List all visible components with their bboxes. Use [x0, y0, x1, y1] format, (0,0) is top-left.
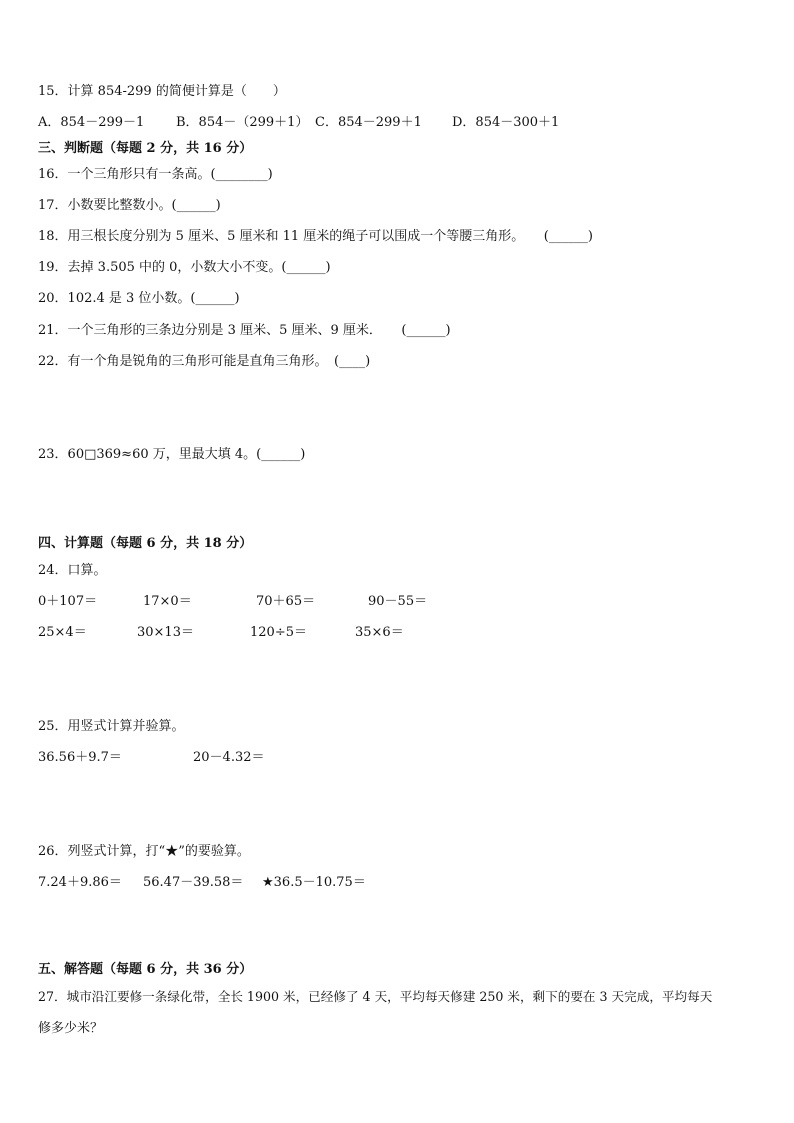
- q15-option-a: A．854－299－1: [38, 115, 145, 130]
- q24-item: 17×0＝: [143, 594, 192, 609]
- q26-item: 56.47－39.58＝: [143, 875, 244, 890]
- question-19: 19．去掉 3.505 中的 0，小数大小不变。(______): [38, 260, 331, 275]
- q25-stem: 25．用竖式计算并验算。: [38, 719, 185, 734]
- q24-item: 120÷5＝: [250, 625, 307, 640]
- question-22: 22．有一个角是锐角的三角形可能是直角三角形。 (____): [38, 354, 371, 369]
- q24-item: 25×4＝: [38, 625, 87, 640]
- question-20: 20．102.4 是 3 位小数。(______): [38, 291, 240, 306]
- q25-item: 36.56＋9.7＝: [38, 750, 122, 765]
- q24-item: 0＋107＝: [38, 594, 98, 609]
- question-21: 21．一个三角形的三条边分别是 3 厘米、5 厘米、9 厘米． (______): [38, 323, 451, 338]
- question-16: 16．一个三角形只有一条高。(________): [38, 167, 273, 182]
- q26-stem: 26．列竖式计算，打“★”的要验算。: [38, 844, 250, 859]
- q24-item: 35×6＝: [355, 625, 404, 640]
- q15-option-d: D．854－300＋1: [452, 115, 560, 130]
- q24-item: 70＋65＝: [256, 594, 316, 609]
- q24-stem: 24．口算。: [38, 563, 107, 578]
- q15-option-b: B．854－（299＋1）: [176, 115, 309, 130]
- q25-item: 20－4.32＝: [193, 750, 265, 765]
- q26-item: ★36.5－10.75＝: [262, 875, 366, 890]
- question-23: 23．60□369≈60 万，里最大填 4。(______): [38, 447, 306, 462]
- q27-text-line1: 27．城市沿江要修一条绿化带，全长 1900 米，已经修了 4 天，平均每天修建 250 米，剩下的要在 3 天完成，平均每天: [38, 989, 713, 1004]
- section-heading-judge: 三、判断题（每题 2 分，共 16 分）: [38, 141, 253, 156]
- q24-item: 90－55＝: [368, 594, 428, 609]
- question-18: 18．用三根长度分别为 5 厘米、5 厘米和 11 厘米的绳子可以围成一个等腰三角形。 (______): [38, 229, 593, 244]
- q15-option-c: C．854－299＋1: [315, 115, 422, 130]
- section-heading-solve: 五、解答题（每题 6 分，共 36 分）: [38, 962, 253, 977]
- q27-text-line2: 修多少米？: [38, 1021, 104, 1036]
- q26-item: 7.24＋9.86＝: [38, 875, 122, 890]
- question-17: 17．小数要比整数小。(______): [38, 198, 221, 213]
- section-heading-calc: 四、计算题（每题 6 分，共 18 分）: [38, 536, 253, 551]
- q24-item: 30×13＝: [137, 625, 194, 640]
- q15-stem: 15．计算 854-299 的简便计算是（ ）: [38, 84, 286, 99]
